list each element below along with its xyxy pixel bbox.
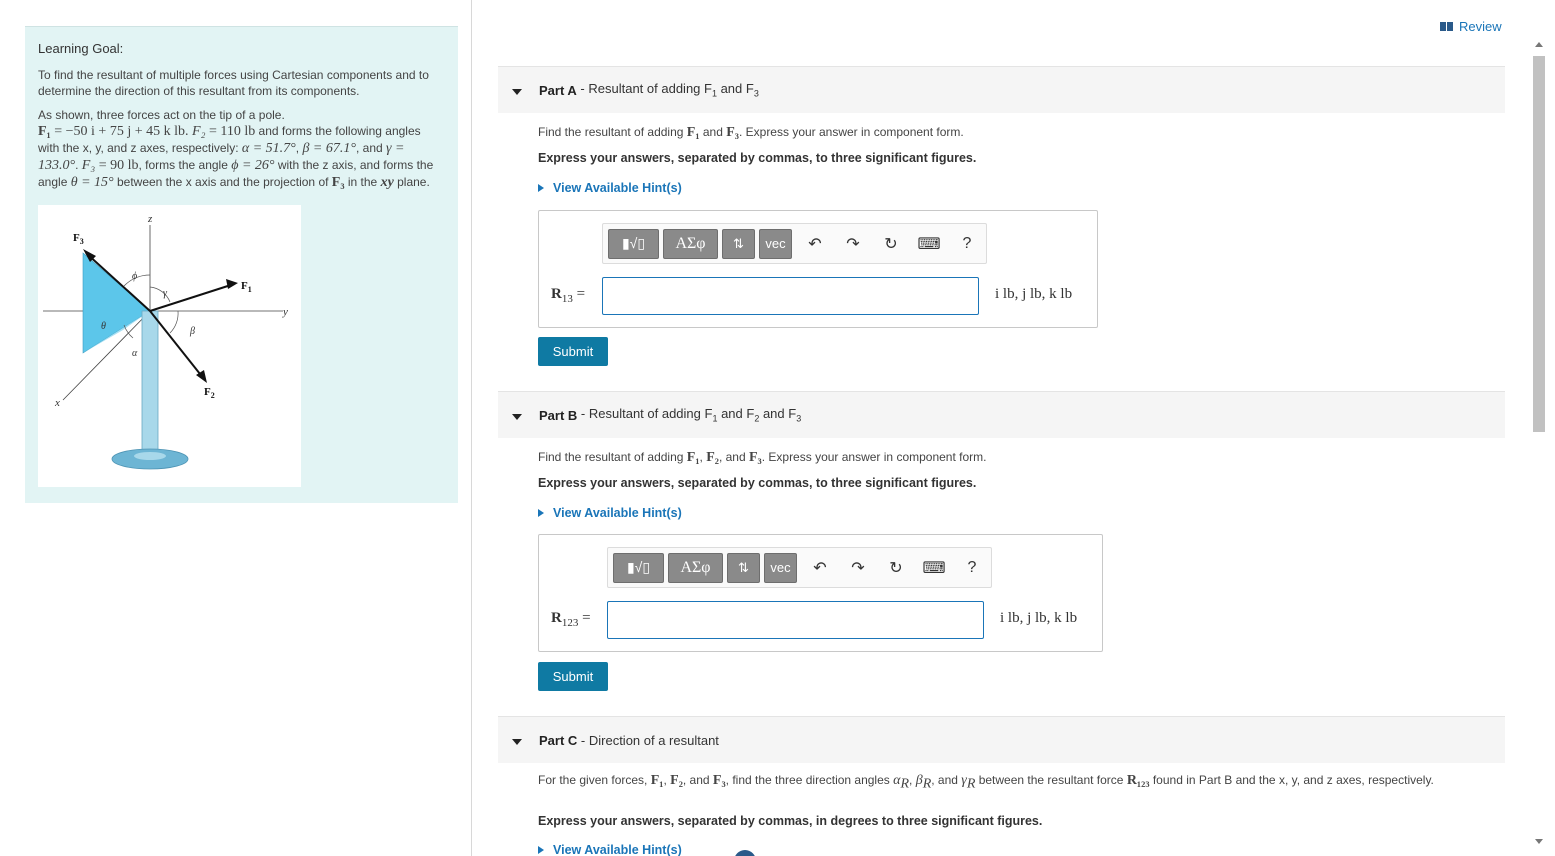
part-b-answer-box xyxy=(538,534,1103,652)
phi-label: ϕ xyxy=(132,271,138,282)
r123-units: i lb, j lb, k lb xyxy=(1000,610,1078,626)
r13-units: i lb, j lb, k lb xyxy=(995,286,1073,302)
arrows-button[interactable]: ⇅ xyxy=(722,229,755,259)
force-diagram-svg xyxy=(38,205,301,487)
part-c-express: Express your answers, separated by commas, in degrees to three significant figures. xyxy=(538,814,1043,828)
collapse-caret-icon[interactable] xyxy=(512,414,522,420)
vertical-scrollbar[interactable] xyxy=(1531,42,1547,848)
undo-icon[interactable]: ↶ xyxy=(813,559,827,577)
learning-goal-intro: To find the resultant of multiple forces using Cartesian components and to determine the direction of this resultant from its components. xyxy=(38,68,429,98)
x-label: x xyxy=(55,397,60,409)
math-toolbar xyxy=(607,547,992,588)
r13-label: $R_{13}$ = xyxy=(551,286,586,305)
greek-symbols-button[interactable]: ΑΣφ xyxy=(668,553,723,583)
scroll-down-arrow-icon[interactable] xyxy=(1535,839,1543,844)
learning-goal-title: Learning Goal: xyxy=(38,41,124,56)
part-c-description: For the given forces, F₁, F₂, and F₃, find the three direction angles $\alpha_R$, $\beta_R$, and $\gamma_R$ between the resultant force R₁₂₃ found in Part B and the x, y, and z axes, respectively. xyxy=(538,773,1434,792)
part-a-hint-link[interactable]: View Available Hint(s) xyxy=(538,181,682,195)
math-toolbar xyxy=(602,223,987,264)
part-b-instruction: Find the resultant of adding F₁, F₂, and F₃. Express your answer in component form. xyxy=(538,450,987,465)
pole-forces-figure xyxy=(38,205,301,487)
review-link[interactable]: Review xyxy=(1440,19,1502,34)
part-b-hint-link[interactable]: View Available Hint(s) xyxy=(538,506,682,520)
collapse-caret-icon[interactable] xyxy=(512,739,522,745)
expand-triangle-icon xyxy=(538,846,544,854)
reset-icon[interactable]: ↻ xyxy=(889,559,903,577)
arrows-button[interactable]: ⇅ xyxy=(727,553,760,583)
undo-icon[interactable]: ↶ xyxy=(808,235,822,253)
z-label: z xyxy=(148,213,153,225)
vec-button[interactable]: vec xyxy=(764,553,797,583)
r123-label: $R_{123}$ = xyxy=(551,610,591,629)
f1-label: $F_1$ xyxy=(241,280,252,294)
part-c-header[interactable]: Part C - Direction of a resultant xyxy=(498,716,1505,763)
part-c-hint-link[interactable]: View Available Hint(s) xyxy=(538,843,682,856)
part-a-answer-box xyxy=(538,210,1098,328)
expand-triangle-icon xyxy=(538,184,544,192)
gamma-label: γ xyxy=(163,288,167,299)
templates-button[interactable]: ▮√▯ xyxy=(613,553,664,583)
partially-visible-badge xyxy=(734,850,756,856)
redo-icon[interactable]: ↷ xyxy=(846,235,860,253)
collapse-caret-icon[interactable] xyxy=(512,89,522,95)
gamma-arc xyxy=(150,287,170,302)
templates-button[interactable]: ▮√▯ xyxy=(608,229,659,259)
part-a-submit-button[interactable]: Submit xyxy=(538,337,608,366)
learning-goal-panel xyxy=(25,26,458,503)
scroll-up-arrow-icon[interactable] xyxy=(1535,42,1543,47)
part-b-header[interactable]: Part B - Resultant of adding $F_1$ and $F_2$ and $F_3$ xyxy=(498,391,1505,438)
part-b-submit-button[interactable]: Submit xyxy=(538,662,608,691)
help-icon[interactable]: ? xyxy=(962,234,972,252)
part-a-header[interactable]: Part A - Resultant of adding $F_1$ and $F_3$ xyxy=(498,66,1505,113)
r13-input[interactable] xyxy=(602,277,979,315)
review-book-icon xyxy=(1440,22,1453,31)
vec-button[interactable]: vec xyxy=(759,229,792,259)
reset-icon[interactable]: ↻ xyxy=(884,235,898,253)
y-label: y xyxy=(283,306,288,318)
keyboard-icon[interactable]: ⌨ xyxy=(922,559,946,577)
expand-triangle-icon xyxy=(538,509,544,517)
beta-arc xyxy=(170,311,178,333)
part-b-express: Express your answers, separated by commas, to three significant figures. xyxy=(538,476,977,490)
keyboard-icon[interactable]: ⌨ xyxy=(917,235,941,253)
panel-divider xyxy=(471,0,472,856)
help-icon[interactable]: ? xyxy=(967,558,977,576)
alpha-label: α xyxy=(132,348,138,359)
pole xyxy=(142,311,158,461)
scroll-thumb[interactable] xyxy=(1533,56,1545,432)
problem-statement: As shown, three forces act on the tip of a pole. F₁ = −50 i + 75 j + 45 k lb. F₂ = 110 lb and forms the following angles with the x, y, and z axes, respectively: α = 51.7°, β = 67.1°, and γ = 133.0°. F₃ = 90 lb, forms the angle ϕ = 26° with the z axis, and forms the angle θ = 15° between the x axis and the projection of F₃ in the xy plane. xyxy=(38,108,434,190)
part-a-instruction: Find the resultant of adding F₁ and F₃. Express your answer in component form. xyxy=(538,125,964,140)
greek-symbols-button[interactable]: ΑΣφ xyxy=(663,229,718,259)
f3-label: $F_3$ xyxy=(73,232,84,246)
theta-label: θ xyxy=(101,321,106,332)
f2-label: $F_2$ xyxy=(204,386,215,400)
part-a-express: Express your answers, separated by commas, to three significant figures. xyxy=(538,151,977,165)
f1-arrowhead xyxy=(226,279,238,289)
pole-collar xyxy=(134,452,166,460)
r123-input[interactable] xyxy=(607,601,984,639)
beta-label: β xyxy=(190,326,195,337)
redo-icon[interactable]: ↷ xyxy=(851,559,865,577)
